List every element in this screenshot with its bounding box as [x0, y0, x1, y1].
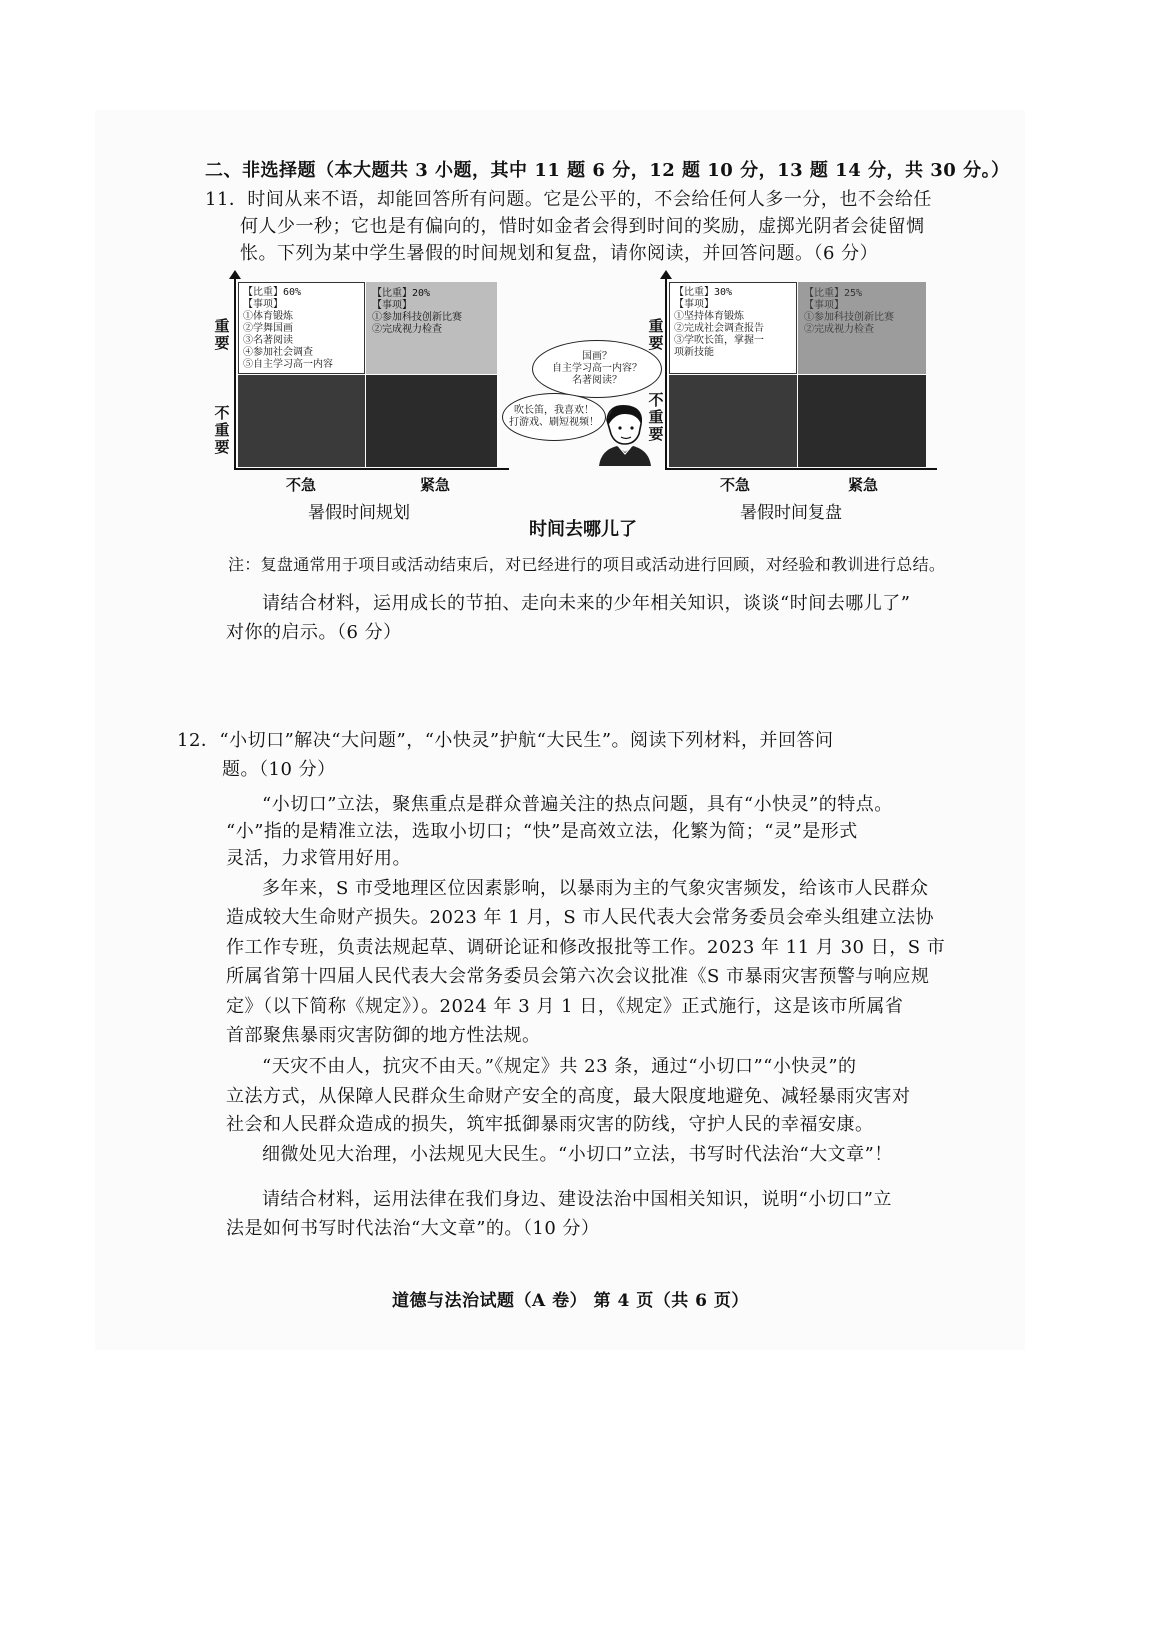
q12-material-5: 造成较大生命财产损失。2023 年 1 月，S 市人民代表大会常务委员会牵头组建立法协 — [226, 907, 934, 928]
q12-material-8: 定》（以下简称《规定》）。2024 年 3 月 1 日，《规定》正式施行，这是该市所属省 — [226, 996, 904, 1017]
right-quadrant-not-important-not-urgent — [669, 375, 797, 467]
q11-line-2: 何人少一秒；它也是有偏向的，惜时如金者会得到时间的奖励，虚掷光阴者会徒留惆 — [240, 216, 925, 237]
q12-material-2: “小”指的是精准立法，选取小切口；“快”是高效立法，化繁为简；“灵”是形式 — [226, 821, 858, 842]
q12-intro-1: 12．“小切口”解决“大问题”，“小快灵”护航“大民生”。阅读下列材料，并回答问 — [177, 730, 834, 751]
left-quadrant-important-urgent: 【比重】20% 【事项】 ①参加科技创新比赛 ②完成视力检查 — [366, 282, 497, 374]
q12-material-7: 所属省第十四届人民代表大会常务委员会第六次会议批准《S 市暴雨灾害预警与响应规 — [226, 966, 930, 987]
right-x-right-label: 紧急 — [848, 476, 879, 494]
q11-line-3: 怅。下列为某中学生暑假的时间规划和复盘，请你阅读，并回答问题。（6 分） — [240, 243, 879, 264]
q12-question-1: 请结合材料，运用法律在我们身边、建设法治中国相关知识，说明“小切口”立 — [262, 1189, 892, 1210]
left-y-bottom-label: 不重要 — [214, 404, 230, 456]
left-caption: 暑假时间规划 — [308, 503, 410, 523]
right-y-top-label: 重要 — [648, 317, 664, 352]
figure-center-title: 时间去哪儿了 — [529, 519, 637, 540]
q12-material-9: 首部聚焦暴雨灾害防御的地方性法规。 — [226, 1025, 541, 1046]
left-y-arrow — [229, 270, 241, 279]
left-quadrant-not-important-not-urgent — [238, 375, 365, 467]
q11-question-1: 请结合材料，运用成长的节拍、走向未来的少年相关知识，谈谈“时间去哪儿了” — [262, 593, 911, 614]
q12-material-13: 细微处见大治理，小法规见大民生。“小切口”立法，书写时代法治“大文章”！ — [262, 1144, 893, 1165]
q11-question-2: 对你的启示。（6 分） — [226, 622, 402, 643]
left-y-axis — [234, 275, 236, 470]
q12-material-1: “小切口”立法，聚焦重点是群众普遍关注的热点问题，具有“小快灵”的特点。 — [262, 794, 893, 815]
right-y-axis — [665, 275, 667, 470]
right-y-bottom-label: 不重要 — [648, 391, 664, 443]
section-header: 二、非选择题（本大题共 3 小题，其中 11 题 6 分，12 题 10 分，13 题 14 分，共 30 分。） — [205, 160, 1010, 181]
right-quadrant-not-important-urgent — [798, 375, 926, 467]
bubble-top: 国画？ 自主学习高一内容？ 名著阅读？ — [532, 340, 662, 398]
q11-note: 注：复盘通常用于项目或活动结束后，对已经进行的项目或活动进行回顾，对经验和教训进行总结。 — [228, 555, 946, 574]
left-y-top-label: 重要 — [214, 317, 230, 352]
left-quadrant-not-important-urgent — [366, 375, 497, 467]
page-footer: 道德与法治试题（A 卷） 第 4 页（共 6 页） — [392, 1291, 749, 1311]
right-caption: 暑假时间复盘 — [740, 503, 842, 523]
right-quadrant-important-urgent: 【比重】25% 【事项】 ①参加科技创新比赛 ②完成视力检查 — [798, 282, 926, 374]
left-x-axis — [234, 468, 509, 470]
q12-material-3: 灵活，力求管用好用。 — [226, 848, 411, 869]
q12-material-6: 作工作专班，负责法规起草、调研论证和修改报批等工作。2023 年 11 月 30 日，S 市 — [226, 937, 946, 958]
left-x-left-label: 不急 — [286, 476, 317, 494]
q12-material-4: 多年来，S 市受地理区位因素影响，以暴雨为主的气象灾害频发，给该市人民群众 — [262, 878, 929, 899]
right-x-axis — [665, 468, 937, 470]
left-quadrant-important-not-urgent: 【比重】60% 【事项】 ①体育锻炼 ②学舞国画 ③名著阅读 ④参加社会调查 ⑤自主学习高一内容 — [238, 282, 365, 374]
q12-material-12: 社会和人民群众造成的损失，筑牢抵御暴雨灾害的防线，守护人民的幸福安康。 — [226, 1114, 874, 1135]
q12-intro-2: 题。（10 分） — [222, 759, 336, 780]
q11-line-1: 11．时间从来不语，却能回答所有问题。它是公平的，不会给任何人多一分，也不会给任 — [205, 189, 932, 210]
q12-question-2: 法是如何书写时代法治“大文章”的。（10 分） — [226, 1218, 600, 1239]
right-quadrant-important-not-urgent: 【比重】30% 【事项】 ①坚持体育锻炼 ②完成社会调查报告 ③学吹长笛，掌握一 项新技能 — [669, 282, 797, 374]
bubble-bottom: 吹长笛，我喜欢！ 打游戏、刷短视频！ — [502, 393, 606, 441]
right-x-left-label: 不急 — [720, 476, 751, 494]
q12-material-11: 立法方式，从保障人民群众生命财产安全的高度，最大限度地避免、减轻暴雨灾害对 — [226, 1086, 911, 1107]
right-y-arrow — [660, 270, 672, 279]
left-x-right-label: 紧急 — [420, 476, 451, 494]
q12-material-10: “天灾不由人，抗灾不由天。”《规定》共 23 条，通过“小切口”“小快灵”的 — [262, 1056, 857, 1077]
